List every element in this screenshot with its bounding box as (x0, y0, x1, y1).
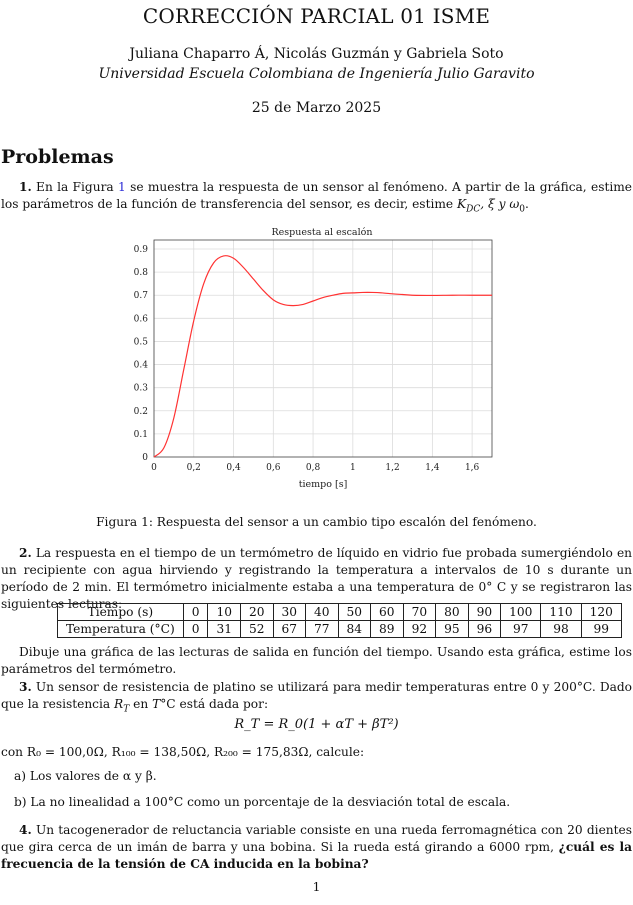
table-cell: 20 (240, 604, 273, 621)
table-cell: 96 (468, 621, 501, 638)
table-row-label: Tiempo (s) (58, 604, 184, 621)
table-cell: 0 (183, 621, 208, 638)
problem-number: 3. (19, 680, 32, 694)
problem-text: En la Figura (36, 180, 114, 194)
x-tick-label: 0,2 (186, 463, 201, 473)
table-cell: 80 (436, 604, 469, 621)
table-cell: 30 (273, 604, 306, 621)
figure-ref-link[interactable]: 1 (117, 180, 126, 194)
math-var: $K_{DC}$ (457, 197, 481, 215)
affiliation: Universidad Escuela Colombiana de Ingeniería Julio Garavito (98, 66, 535, 82)
table-cell: 95 (436, 621, 469, 638)
x-tick-label: 1,2 (385, 463, 400, 473)
x-tick-label: 0,4 (226, 463, 241, 473)
math-var: $R_T$ (114, 697, 130, 715)
figure-caption: Figura 1: Respuesta del sensor a un cambio tipo escalón del fenómeno. (96, 515, 537, 529)
x-tick-label: 1,6 (464, 463, 480, 473)
table-cell: 60 (371, 604, 404, 621)
problem-3 (1, 679, 632, 718)
plot-frame (154, 240, 492, 457)
list-item: a) Los valores de α y β. (14, 769, 157, 783)
table-cell: 77 (306, 621, 339, 638)
problem-text: se muestra la respuesta de un sensor al fenómeno. A partir de la gráfica, estime los parámetros de la función de transferencia del sensor, es decir, estime (1, 180, 633, 211)
table-cell: 52 (240, 621, 273, 638)
math-subscript: 0 (519, 204, 526, 215)
table-cell: 31 (208, 621, 241, 638)
table-cell: 50 (338, 604, 371, 621)
table-cell: 97 (501, 621, 541, 638)
table-row-label: Temperatura (°C) (58, 621, 184, 638)
authors: Juliana Chaparro Á, Nicolás Guzmán y Gabriela Soto (129, 46, 504, 62)
table-cell: 99 (581, 621, 621, 638)
series-line (154, 256, 492, 457)
problem-text: en (133, 697, 149, 711)
chart-grid (154, 240, 492, 457)
table-cell: 84 (338, 621, 371, 638)
y-tick-label: 0.4 (133, 360, 148, 371)
math-var: , ξ y ω (480, 197, 520, 211)
y-tick-label: 0.5 (133, 337, 148, 348)
x-tick-label: 1 (349, 463, 356, 473)
table-cell: 67 (273, 621, 306, 638)
problem-text: La respuesta en el tiempo de un termómetro de líquido en vidrio fue probada sumergiéndolo en un recipiente con agua hirviendo y registrando la temperatura a intervalos de 10 s durante un período de 2 min. El termómetro inicialmente estaba a una temperatura de 0° C y se registraron las siguientes lecturas: (1, 546, 633, 611)
equation: R_T = R_0(1 + αT + βT²) (234, 717, 399, 732)
y-axis-ticks (134, 245, 149, 463)
x-axis-label: tiempo [s] (298, 479, 348, 490)
document-title: CORRECCIÓN PARCIAL 01 ISME (142, 4, 491, 28)
given-values: con R₀ = 100,0Ω, R₁₀₀ = 138,50Ω, R₂₀₀ = 175,83Ω, calcule: (1, 745, 365, 759)
problem-text: Un tacogenerador de reluctancia variable consiste en una rueda ferromagnética con 20 dientes que gira cerca de un imán de barra y una bobina. Si la rueda está girando a 6000 rpm, (1, 823, 632, 854)
x-tick-label: 0,6 (266, 463, 281, 473)
problem-number: 4. (19, 823, 32, 837)
y-tick-label: 0.6 (133, 314, 148, 325)
step-response-chart (124, 222, 496, 496)
problem-text: Dibuje una gráfica de las lecturas de salida en función del tiempo. Usando esta gráfica, estime los parámetros del termómetro. (1, 645, 632, 676)
table-cell: 0 (183, 604, 208, 621)
problem-4 (1, 822, 632, 873)
table-cell: 92 (403, 621, 436, 638)
problem-number: 2. (19, 546, 32, 560)
problem-number: 1. (19, 180, 32, 194)
x-tick-label: 0 (151, 463, 157, 473)
table-row (58, 621, 622, 638)
y-tick-label: 0.1 (133, 429, 148, 440)
problem-text: Un sensor de resistencia de platino se utilizará para medir temperaturas entre 0 y 200°C. Dado que la resistencia (1, 680, 633, 711)
table-cell: 10 (208, 604, 241, 621)
date: 25 de Marzo 2025 (251, 100, 382, 116)
table-cell: 110 (541, 604, 581, 621)
x-tick-label: 0,8 (305, 463, 321, 473)
problem-question: ¿cuál es la frecuencia de la tensión de CA inducida en la bobina? (1, 840, 633, 871)
math-var: T (152, 697, 161, 711)
problem-text: °C está dada por: (160, 697, 269, 711)
table-cell: 90 (468, 604, 501, 621)
section-title: Problemas (1, 146, 114, 168)
table-cell: 40 (306, 604, 339, 621)
table-row (58, 604, 622, 621)
readings-table (57, 603, 622, 638)
table-cell: 70 (403, 604, 436, 621)
y-tick-label: 0.7 (133, 291, 148, 302)
list-item: b) La no linealidad a 100°C como un porcentaje de la desviación total de escala. (14, 795, 511, 809)
table-cell: 120 (581, 604, 621, 621)
punct: . (525, 197, 529, 211)
x-axis-ticks (151, 463, 479, 473)
x-tick-label: 1,4 (425, 463, 440, 473)
y-tick-label: 0.3 (133, 383, 148, 394)
chart-title: Respuesta al escalón (271, 227, 373, 238)
page-number: 1 (312, 880, 321, 894)
problem-1 (1, 179, 632, 218)
table-cell: 100 (501, 604, 541, 621)
problem-2-continued (1, 644, 632, 678)
y-tick-label: 0.8 (133, 268, 148, 279)
y-tick-label: 0.2 (133, 406, 148, 417)
table-cell: 89 (371, 621, 404, 638)
y-tick-label: 0 (142, 453, 148, 463)
table-cell: 98 (541, 621, 581, 638)
y-tick-label: 0.9 (133, 245, 148, 255)
